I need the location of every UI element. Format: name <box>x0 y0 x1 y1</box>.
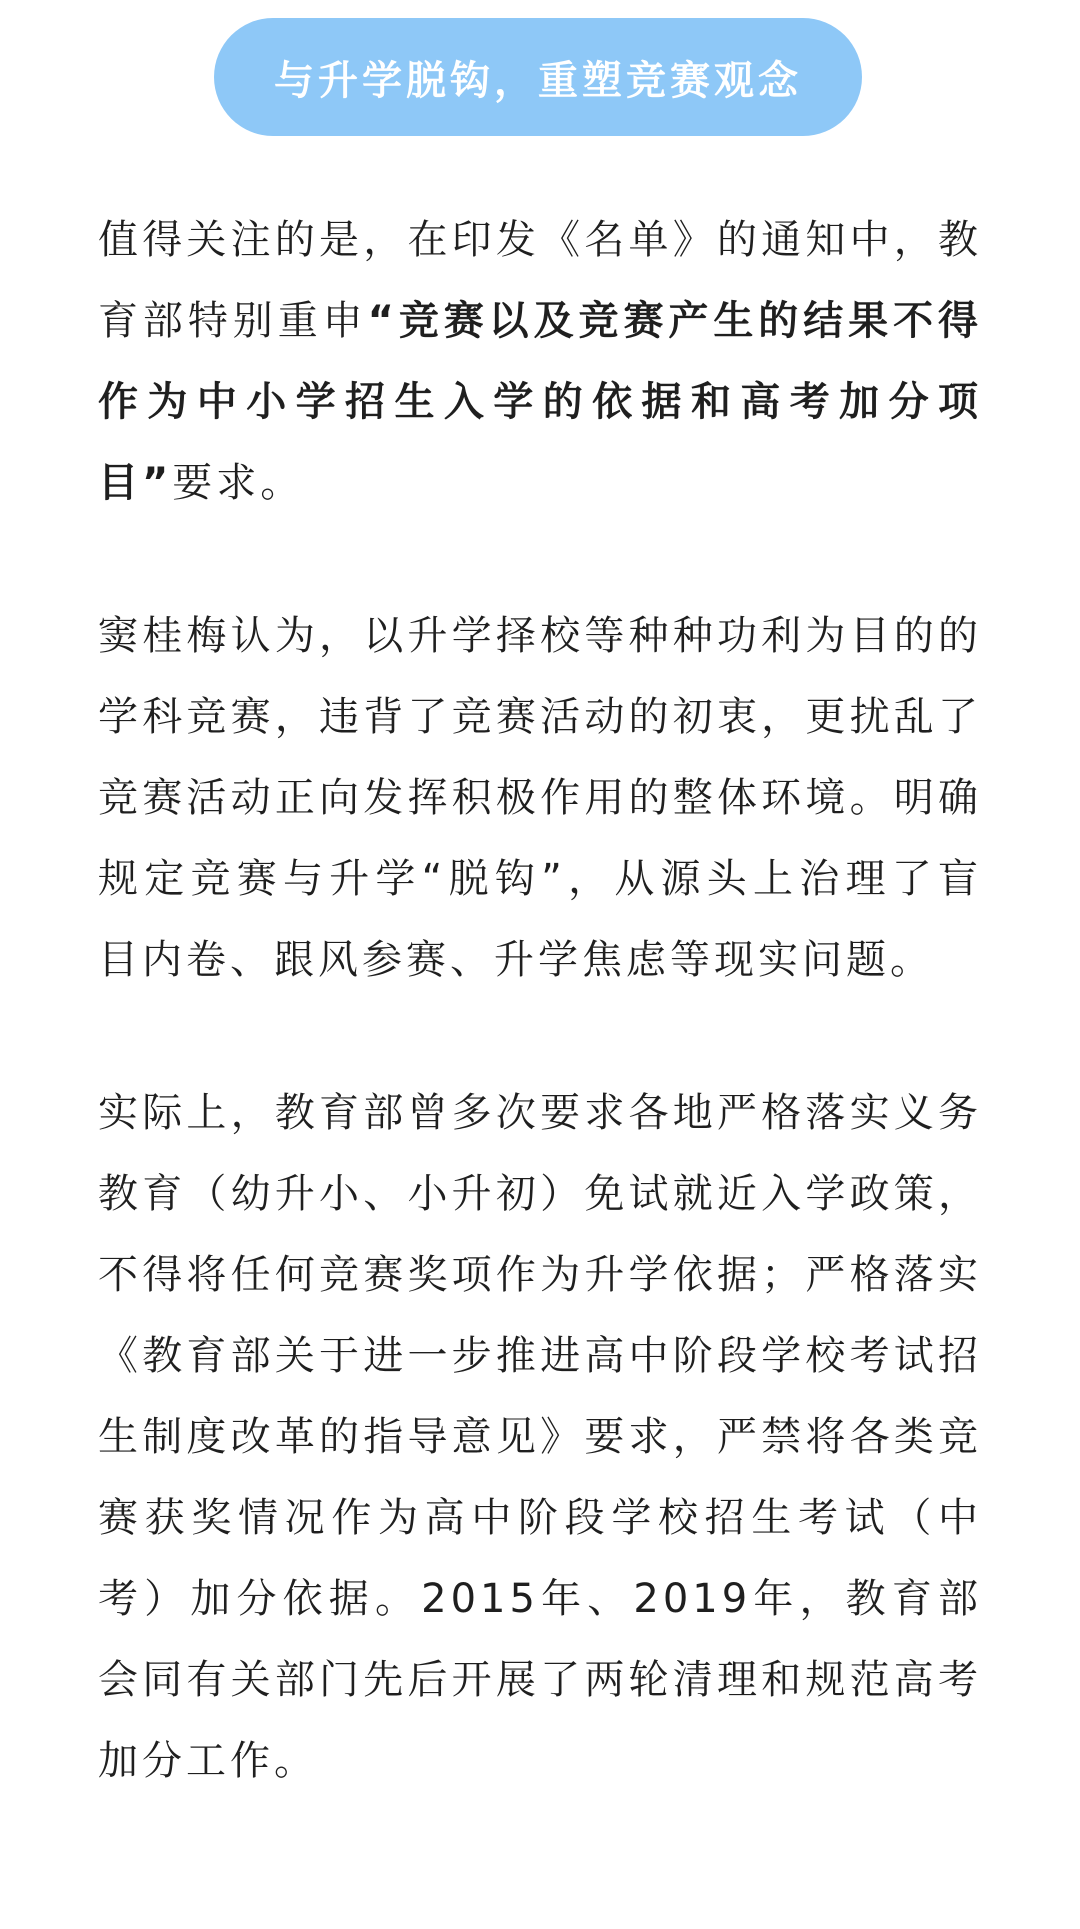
section-header-pill <box>214 18 862 136</box>
paragraph-policy: 实际上，教育部曾多次要求各地严格落实义务教育（幼升小、小升初）免试就近入学政策，不得将任何竞赛奖项作为升学依据；严格落实《教育部关于进一步推进高中阶段学校考试招生制度改革的指导意见》要求，严禁将各类竞赛获奖情况作为高中阶段学校招生考试（中考）加分依据。2015年、2019年，教育部会同有关部门先后开展了两轮清理和规范高考加分工作。 <box>98 1090 982 1784</box>
paragraph-notice-outro: 要求。 <box>172 460 305 506</box>
paragraph-opinion: 窦桂梅认为，以升学择校等种种功利为目的的学科竞赛，违背了竞赛活动的初衷，更扰乱了竞赛活动正向发挥积极作用的整体环境。明确规定竞赛与升学“脱钩”，从源头上治理了盲目内卷、跟风参赛、升学焦虑等现实问题。 <box>98 613 982 983</box>
section-title: 与升学脱钩，重塑竞赛观念 <box>274 57 802 104</box>
paragraph-notice-emphasis: “竞赛以及竞赛产生的结果不得作为中小学招生入学的依据和高考加分项目” <box>98 298 982 506</box>
article-body <box>98 200 982 1802</box>
paragraph-notice-intro: 值得关注的是，在印发《名单》的通知中，教育部特别重申 <box>98 217 982 344</box>
paragraph-notice <box>98 200 982 524</box>
